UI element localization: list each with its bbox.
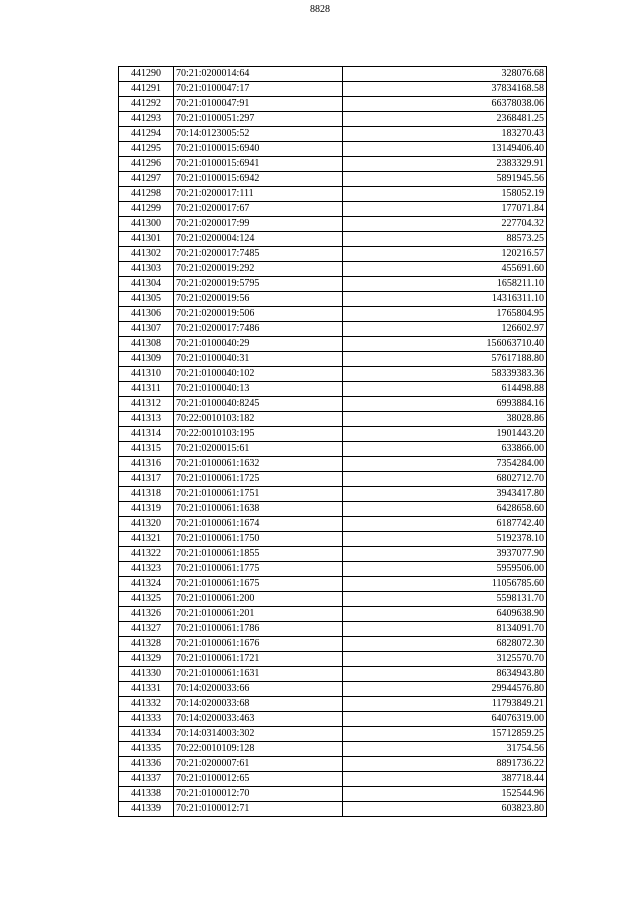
table-row xyxy=(119,457,547,472)
cadastral-number-cell: 70:21:0200017:7486 xyxy=(174,322,343,337)
cadastral-number-cell: 70:21:0100015:6941 xyxy=(174,157,343,172)
table-row xyxy=(119,562,547,577)
cadastral-value-cell: 58339383.36 xyxy=(343,367,547,382)
row-number-cell: 441312 xyxy=(119,397,174,412)
table-row xyxy=(119,397,547,412)
cadastral-number-cell: 70:21:0100012:70 xyxy=(174,787,343,802)
table-row xyxy=(119,697,547,712)
row-number-cell: 441334 xyxy=(119,727,174,742)
table-row xyxy=(119,772,547,787)
table-row xyxy=(119,67,547,82)
row-number-cell: 441329 xyxy=(119,652,174,667)
cadastral-value-cell: 88573.25 xyxy=(343,232,547,247)
row-number-cell: 441306 xyxy=(119,307,174,322)
cadastral-number-cell: 70:21:0100061:1631 xyxy=(174,667,343,682)
cadastral-value-cell: 1765804.95 xyxy=(343,307,547,322)
cadastral-number-cell: 70:21:0100061:1676 xyxy=(174,637,343,652)
cadastral-number-cell: 70:21:0100040:29 xyxy=(174,337,343,352)
row-number-cell: 441308 xyxy=(119,337,174,352)
row-number-cell: 441327 xyxy=(119,622,174,637)
row-number-cell: 441300 xyxy=(119,217,174,232)
cadastral-value-cell: 120216.57 xyxy=(343,247,547,262)
cadastral-number-cell: 70:21:0200007:61 xyxy=(174,757,343,772)
cadastral-value-cell: 6187742.40 xyxy=(343,517,547,532)
row-number-cell: 441304 xyxy=(119,277,174,292)
cadastral-number-cell: 70:14:0200033:66 xyxy=(174,682,343,697)
table-row xyxy=(119,712,547,727)
table-row xyxy=(119,97,547,112)
row-number-cell: 441309 xyxy=(119,352,174,367)
cadastral-value-cell: 633866.00 xyxy=(343,442,547,457)
row-number-cell: 441302 xyxy=(119,247,174,262)
cadastral-value-cell: 11793849.21 xyxy=(343,697,547,712)
table-row xyxy=(119,367,547,382)
row-number-cell: 441316 xyxy=(119,457,174,472)
cadastral-number-cell: 70:21:0100061:1855 xyxy=(174,547,343,562)
table-row xyxy=(119,592,547,607)
cadastral-number-cell: 70:21:0100061:201 xyxy=(174,607,343,622)
cadastral-number-cell: 70:21:0100040:102 xyxy=(174,367,343,382)
cadastral-number-cell: 70:21:0200014:64 xyxy=(174,67,343,82)
row-number-cell: 441295 xyxy=(119,142,174,157)
row-number-cell: 441313 xyxy=(119,412,174,427)
cadastral-number-cell: 70:21:0200017:67 xyxy=(174,202,343,217)
row-number-cell: 441301 xyxy=(119,232,174,247)
row-number-cell: 441311 xyxy=(119,382,174,397)
table-row xyxy=(119,502,547,517)
cadastral-number-cell: 70:21:0200019:506 xyxy=(174,307,343,322)
table-row xyxy=(119,307,547,322)
table-row xyxy=(119,637,547,652)
row-number-cell: 441305 xyxy=(119,292,174,307)
cadastral-number-cell: 70:21:0100061:1725 xyxy=(174,472,343,487)
table-row xyxy=(119,292,547,307)
cadastral-value-cell: 5891945.56 xyxy=(343,172,547,187)
cadastral-value-cell: 15712859.25 xyxy=(343,727,547,742)
cadastral-number-cell: 70:21:0100012:71 xyxy=(174,802,343,817)
row-number-cell: 441330 xyxy=(119,667,174,682)
row-number-cell: 441325 xyxy=(119,592,174,607)
table-row xyxy=(119,547,547,562)
cadastral-number-cell: 70:22:0010109:128 xyxy=(174,742,343,757)
row-number-cell: 441291 xyxy=(119,82,174,97)
row-number-cell: 441292 xyxy=(119,97,174,112)
cadastral-number-cell: 70:21:0100061:1632 xyxy=(174,457,343,472)
cadastral-number-cell: 70:21:0100061:1750 xyxy=(174,532,343,547)
cadastral-value-cell: 29944576.80 xyxy=(343,682,547,697)
row-number-cell: 441322 xyxy=(119,547,174,562)
row-number-cell: 441290 xyxy=(119,67,174,82)
cadastral-value-cell: 6409638.90 xyxy=(343,607,547,622)
cadastral-value-cell: 8634943.80 xyxy=(343,667,547,682)
row-number-cell: 441314 xyxy=(119,427,174,442)
table-row xyxy=(119,172,547,187)
cadastral-value-cell: 3937077.90 xyxy=(343,547,547,562)
row-number-cell: 441297 xyxy=(119,172,174,187)
cadastral-number-cell: 70:21:0100061:1775 xyxy=(174,562,343,577)
table-row xyxy=(119,352,547,367)
cadastral-value-cell: 3125570.70 xyxy=(343,652,547,667)
cadastral-value-cell: 66378038.06 xyxy=(343,97,547,112)
cadastral-value-cell: 126602.97 xyxy=(343,322,547,337)
cadastral-value-cell: 38028.86 xyxy=(343,412,547,427)
cadastral-value-cell: 5959506.00 xyxy=(343,562,547,577)
cadastral-number-cell: 70:22:0010103:195 xyxy=(174,427,343,442)
row-number-cell: 441320 xyxy=(119,517,174,532)
cadastral-value-cell: 13149406.40 xyxy=(343,142,547,157)
table-row xyxy=(119,802,547,817)
cadastral-value-cell: 387718.44 xyxy=(343,772,547,787)
cadastral-value-cell: 14316311.10 xyxy=(343,292,547,307)
cadastral-value-cell: 603823.80 xyxy=(343,802,547,817)
cadastral-number-cell: 70:21:0100040:8245 xyxy=(174,397,343,412)
row-number-cell: 441331 xyxy=(119,682,174,697)
table-row xyxy=(119,742,547,757)
row-number-cell: 441335 xyxy=(119,742,174,757)
cadastral-number-cell: 70:21:0200017:7485 xyxy=(174,247,343,262)
table-row xyxy=(119,652,547,667)
row-number-cell: 441328 xyxy=(119,637,174,652)
cadastral-number-cell: 70:21:0100061:200 xyxy=(174,592,343,607)
cadastral-value-cell: 328076.68 xyxy=(343,67,547,82)
table-row xyxy=(119,127,547,142)
cadastral-number-cell: 70:21:0100061:1674 xyxy=(174,517,343,532)
table-row xyxy=(119,487,547,502)
row-number-cell: 441310 xyxy=(119,367,174,382)
cadastral-value-cell: 177071.84 xyxy=(343,202,547,217)
row-number-cell: 441299 xyxy=(119,202,174,217)
cadastral-number-cell: 70:21:0200017:111 xyxy=(174,187,343,202)
cadastral-value-cell: 1901443.20 xyxy=(343,427,547,442)
row-number-cell: 441303 xyxy=(119,262,174,277)
table-row xyxy=(119,262,547,277)
cadastral-value-cell: 6802712.70 xyxy=(343,472,547,487)
table-row xyxy=(119,337,547,352)
table-row xyxy=(119,577,547,592)
row-number-cell: 441324 xyxy=(119,577,174,592)
cadastral-number-cell: 70:21:0200017:99 xyxy=(174,217,343,232)
cadastral-value-cell: 6828072.30 xyxy=(343,637,547,652)
row-number-cell: 441296 xyxy=(119,157,174,172)
table-row xyxy=(119,382,547,397)
table-row xyxy=(119,322,547,337)
cadastral-number-cell: 70:21:0200015:61 xyxy=(174,442,343,457)
table-row xyxy=(119,532,547,547)
table-row xyxy=(119,142,547,157)
cadastral-number-cell: 70:21:0200019:5795 xyxy=(174,277,343,292)
table-row xyxy=(119,232,547,247)
row-number-cell: 441315 xyxy=(119,442,174,457)
cadastral-number-cell: 70:14:0314003:302 xyxy=(174,727,343,742)
cadastral-number-cell: 70:21:0100061:1721 xyxy=(174,652,343,667)
table-row xyxy=(119,622,547,637)
cadastral-number-cell: 70:21:0100047:17 xyxy=(174,82,343,97)
cadastral-value-cell: 7354284.00 xyxy=(343,457,547,472)
table-row xyxy=(119,757,547,772)
row-number-cell: 441298 xyxy=(119,187,174,202)
page-number: 8828 xyxy=(310,4,330,15)
cadastral-value-cell: 3943417.80 xyxy=(343,487,547,502)
table-row xyxy=(119,412,547,427)
row-number-cell: 441339 xyxy=(119,802,174,817)
cadastral-number-cell: 70:22:0010103:182 xyxy=(174,412,343,427)
cadastral-value-cell: 6993884.16 xyxy=(343,397,547,412)
table-row xyxy=(119,277,547,292)
cadastral-value-cell: 31754.56 xyxy=(343,742,547,757)
cadastral-number-cell: 70:21:0100061:1675 xyxy=(174,577,343,592)
cadastral-number-cell: 70:21:0100061:1638 xyxy=(174,502,343,517)
row-number-cell: 441294 xyxy=(119,127,174,142)
row-number-cell: 441333 xyxy=(119,712,174,727)
cadastral-value-cell: 11056785.60 xyxy=(343,577,547,592)
table-body xyxy=(119,67,547,817)
table-row xyxy=(119,112,547,127)
cadastral-number-cell: 70:21:0100015:6942 xyxy=(174,172,343,187)
row-number-cell: 441332 xyxy=(119,697,174,712)
cadastral-number-cell: 70:21:0200004:124 xyxy=(174,232,343,247)
table-row xyxy=(119,157,547,172)
table-row xyxy=(119,427,547,442)
cadastral-value-cell: 2368481.25 xyxy=(343,112,547,127)
cadastral-value-cell: 5192378.10 xyxy=(343,532,547,547)
row-number-cell: 441319 xyxy=(119,502,174,517)
cadastral-value-cell: 227704.32 xyxy=(343,217,547,232)
table-row xyxy=(119,202,547,217)
cadastral-number-cell: 70:21:0100061:1751 xyxy=(174,487,343,502)
row-number-cell: 441338 xyxy=(119,787,174,802)
table-row xyxy=(119,682,547,697)
row-number-cell: 441326 xyxy=(119,607,174,622)
cadastral-number-cell: 70:21:0100047:91 xyxy=(174,97,343,112)
cadastral-value-cell: 455691.60 xyxy=(343,262,547,277)
cadastral-value-cell: 183270.43 xyxy=(343,127,547,142)
cadastral-number-cell: 70:21:0100040:13 xyxy=(174,382,343,397)
table-row xyxy=(119,247,547,262)
cadastral-number-cell: 70:14:0200033:68 xyxy=(174,697,343,712)
cadastral-number-cell: 70:14:0200033:463 xyxy=(174,712,343,727)
table-row xyxy=(119,727,547,742)
cadastral-value-cell: 1658211.10 xyxy=(343,277,547,292)
row-number-cell: 441317 xyxy=(119,472,174,487)
cadastral-value-cell: 152544.96 xyxy=(343,787,547,802)
cadastral-value-cell: 57617188.80 xyxy=(343,352,547,367)
cadastral-number-cell: 70:14:0123005:52 xyxy=(174,127,343,142)
cadastral-value-cell: 5598131.70 xyxy=(343,592,547,607)
table-row xyxy=(119,217,547,232)
cadastral-number-cell: 70:21:0100015:6940 xyxy=(174,142,343,157)
cadastral-value-cell: 2383329.91 xyxy=(343,157,547,172)
row-number-cell: 441293 xyxy=(119,112,174,127)
cadastral-number-cell: 70:21:0100012:65 xyxy=(174,772,343,787)
cadastral-number-cell: 70:21:0100051:297 xyxy=(174,112,343,127)
cadastral-value-cell: 158052.19 xyxy=(343,187,547,202)
cadastral-value-cell: 614498.88 xyxy=(343,382,547,397)
cadastral-number-cell: 70:21:0200019:56 xyxy=(174,292,343,307)
row-number-cell: 441307 xyxy=(119,322,174,337)
table-row xyxy=(119,517,547,532)
row-number-cell: 441336 xyxy=(119,757,174,772)
cadastral-value-table xyxy=(118,66,547,817)
cadastral-value-cell: 156063710.40 xyxy=(343,337,547,352)
row-number-cell: 441318 xyxy=(119,487,174,502)
table-row xyxy=(119,787,547,802)
cadastral-value-cell: 37834168.58 xyxy=(343,82,547,97)
row-number-cell: 441321 xyxy=(119,532,174,547)
cadastral-value-cell: 6428658.60 xyxy=(343,502,547,517)
cadastral-number-cell: 70:21:0100061:1786 xyxy=(174,622,343,637)
row-number-cell: 441337 xyxy=(119,772,174,787)
table-row xyxy=(119,82,547,97)
table-row xyxy=(119,667,547,682)
cadastral-number-cell: 70:21:0200019:292 xyxy=(174,262,343,277)
cadastral-value-cell: 64076319.00 xyxy=(343,712,547,727)
row-number-cell: 441323 xyxy=(119,562,174,577)
table-row xyxy=(119,607,547,622)
table-row xyxy=(119,187,547,202)
table-row xyxy=(119,472,547,487)
cadastral-number-cell: 70:21:0100040:31 xyxy=(174,352,343,367)
table-row xyxy=(119,442,547,457)
cadastral-value-cell: 8134091.70 xyxy=(343,622,547,637)
cadastral-value-cell: 8891736.22 xyxy=(343,757,547,772)
